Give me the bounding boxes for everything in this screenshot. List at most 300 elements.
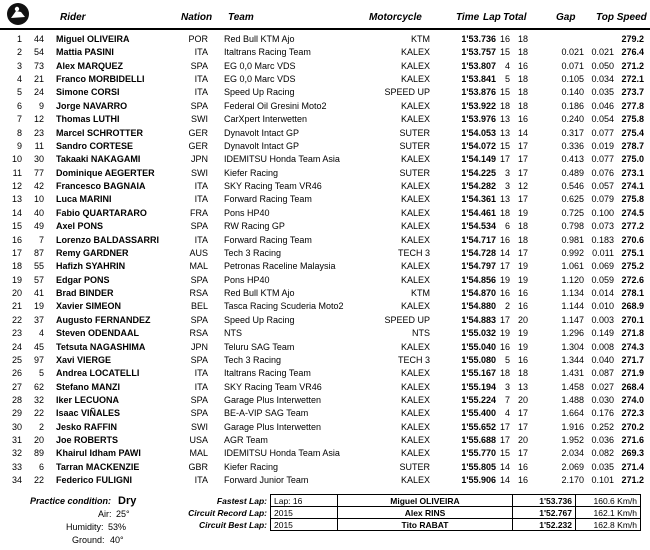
total-laps: 18 bbox=[517, 47, 528, 58]
rider-name: Takaaki NAKAGAMI bbox=[56, 154, 141, 165]
total-laps: 19 bbox=[517, 261, 528, 272]
col-top-speed: Top Speed bbox=[596, 12, 647, 23]
motorcycle: KALEX bbox=[400, 274, 430, 285]
record-time: 1'52.232 bbox=[513, 519, 576, 531]
record-rider: Tito RABAT bbox=[338, 519, 513, 531]
gap-first: 0.071 bbox=[561, 60, 584, 71]
col-rider: Rider bbox=[60, 12, 86, 23]
motorcycle: KALEX bbox=[400, 74, 430, 85]
lap-time: 1'54.883 bbox=[461, 314, 496, 325]
rider-name: Tarran MACKENZIE bbox=[56, 461, 140, 472]
rider-name: Brad BINDER bbox=[56, 288, 114, 299]
lap-time: 1'54.461 bbox=[461, 207, 496, 218]
position: 6 bbox=[16, 100, 22, 111]
gap-first: 0.336 bbox=[561, 140, 584, 151]
team: Dynavolt Intact GP bbox=[224, 127, 300, 138]
table-row bbox=[0, 435, 650, 445]
rider-name: Alex MARQUEZ bbox=[56, 60, 124, 71]
lap-time: 1'55.805 bbox=[461, 461, 496, 472]
table-row bbox=[0, 448, 650, 458]
team: RW Racing GP bbox=[224, 221, 285, 232]
table-row bbox=[0, 87, 650, 97]
top-speed: 271.6 bbox=[621, 435, 644, 446]
rider-number: 87 bbox=[33, 247, 44, 258]
lap-time: 1'54.880 bbox=[461, 301, 496, 312]
gap-previous: 0.036 bbox=[591, 435, 614, 446]
rider-name: Joe ROBERTS bbox=[56, 435, 119, 446]
gap-first: 0.625 bbox=[561, 194, 584, 205]
practice-condition-value: Dry bbox=[118, 495, 137, 507]
lap-time: 1'53.736 bbox=[461, 34, 496, 44]
position: 4 bbox=[16, 74, 22, 85]
team: Teluru SAG Team bbox=[224, 341, 295, 352]
lap-time: 1'55.224 bbox=[461, 394, 496, 405]
best-lap: 17 bbox=[499, 154, 510, 165]
gap-previous: 0.087 bbox=[591, 368, 614, 379]
table-row bbox=[0, 208, 650, 218]
total-laps: 17 bbox=[517, 408, 528, 419]
top-speed: 277.2 bbox=[621, 221, 644, 232]
lap-time: 1'54.072 bbox=[461, 140, 496, 151]
record-row bbox=[172, 507, 641, 519]
top-speed: 272.3 bbox=[621, 408, 644, 419]
top-speed: 272.1 bbox=[621, 74, 644, 85]
gap-first: 1.061 bbox=[561, 261, 584, 272]
col-team: Team bbox=[228, 12, 254, 23]
position: 22 bbox=[11, 314, 22, 325]
gap-previous: 0.035 bbox=[591, 87, 614, 98]
nation: AUS bbox=[189, 247, 208, 258]
best-lap: 3 bbox=[504, 381, 510, 392]
rider-name: Khairul Idham PAWI bbox=[56, 448, 141, 459]
gap-first: 1.147 bbox=[561, 314, 584, 325]
total-laps: 16 bbox=[517, 60, 528, 71]
record-info: Lap: 16 bbox=[271, 495, 338, 507]
best-lap: 13 bbox=[499, 127, 510, 138]
motorcycle: KALEX bbox=[400, 301, 430, 312]
position: 29 bbox=[11, 408, 22, 419]
lap-time: 1'53.922 bbox=[461, 100, 496, 111]
nation: SPA bbox=[190, 60, 208, 71]
gap-first: 2.170 bbox=[561, 475, 584, 486]
motorcycle-rider-icon bbox=[6, 2, 30, 26]
top-speed: 269.3 bbox=[621, 448, 644, 459]
position: 1 bbox=[16, 34, 22, 44]
motorcycle: SUTER bbox=[399, 140, 430, 151]
rider-number: 4 bbox=[38, 328, 44, 339]
total-laps: 19 bbox=[517, 341, 528, 352]
nation: ITA bbox=[194, 475, 208, 486]
total-laps: 19 bbox=[517, 274, 528, 285]
table-row bbox=[0, 301, 650, 311]
top-speed: 271.2 bbox=[621, 60, 644, 71]
gap-first: 0.186 bbox=[561, 100, 584, 111]
motorcycle: KALEX bbox=[400, 100, 430, 111]
table-row bbox=[0, 261, 650, 271]
motorcycle: KALEX bbox=[400, 341, 430, 352]
gap-first: 0.105 bbox=[561, 74, 584, 85]
motorcycle: KTM bbox=[411, 34, 430, 44]
motorcycle: KALEX bbox=[400, 394, 430, 405]
team: Tech 3 Racing bbox=[224, 247, 282, 258]
top-speed: 273.7 bbox=[621, 87, 644, 98]
best-lap: 15 bbox=[499, 448, 510, 459]
gap-previous: 0.077 bbox=[591, 154, 614, 165]
table-row bbox=[0, 181, 650, 191]
total-laps: 18 bbox=[517, 221, 528, 232]
position: 2 bbox=[16, 47, 22, 58]
total-laps: 17 bbox=[517, 247, 528, 258]
best-lap: 19 bbox=[499, 274, 510, 285]
total-laps: 16 bbox=[517, 288, 528, 299]
lap-time: 1'54.856 bbox=[461, 274, 496, 285]
nation: RSA bbox=[189, 328, 208, 339]
gap-previous: 0.183 bbox=[591, 234, 614, 245]
table-row bbox=[0, 315, 650, 325]
total-laps: 12 bbox=[517, 181, 528, 192]
record-time: 1'53.736 bbox=[513, 495, 576, 507]
gap-previous: 0.027 bbox=[591, 381, 614, 392]
gap-previous: 0.019 bbox=[591, 140, 614, 151]
rider-name: Andrea LOCATELLI bbox=[56, 368, 140, 379]
rider-name: Simone CORSI bbox=[56, 87, 120, 98]
rider-number: 73 bbox=[33, 60, 44, 71]
rider-number: 23 bbox=[33, 127, 44, 138]
col-lap: Lap bbox=[483, 12, 501, 23]
team: IDEMITSU Honda Team Asia bbox=[224, 448, 340, 459]
rider-name: Lorenzo BALDASSARRI bbox=[56, 234, 159, 245]
lap-time: 1'55.400 bbox=[461, 408, 496, 419]
motorcycle: KALEX bbox=[400, 194, 430, 205]
position: 23 bbox=[11, 328, 22, 339]
gap-first: 1.458 bbox=[561, 381, 584, 392]
total-laps: 18 bbox=[517, 234, 528, 245]
rider-number: 30 bbox=[33, 154, 44, 165]
gap-previous: 0.034 bbox=[591, 74, 614, 85]
record-rider: Alex RINS bbox=[338, 507, 513, 519]
gap-first: 0.981 bbox=[561, 234, 584, 245]
record-label: Circuit Best Lap: bbox=[198, 519, 267, 530]
gap-first: 1.952 bbox=[561, 435, 584, 446]
best-lap: 14 bbox=[499, 461, 510, 472]
rider-name: Iker LECUONA bbox=[56, 394, 120, 405]
gap-previous: 0.073 bbox=[591, 221, 614, 232]
motorcycle: SPEED UP bbox=[384, 314, 430, 325]
gap-previous: 0.014 bbox=[591, 288, 614, 299]
motorcycle: KALEX bbox=[400, 421, 430, 432]
rider-number: 11 bbox=[34, 140, 44, 151]
position: 18 bbox=[11, 261, 22, 272]
rider-number: 41 bbox=[33, 288, 44, 299]
motorcycle: KALEX bbox=[400, 154, 430, 165]
top-speed: 271.4 bbox=[621, 461, 644, 472]
position: 20 bbox=[11, 288, 22, 299]
gap-previous: 0.008 bbox=[591, 341, 614, 352]
team: EG 0,0 Marc VDS bbox=[224, 74, 296, 85]
top-speed: 276.4 bbox=[621, 47, 644, 58]
nation: SWI bbox=[191, 114, 208, 125]
gap-first: 0.240 bbox=[561, 114, 584, 125]
gap-previous: 0.054 bbox=[591, 114, 614, 125]
rider-number: 2 bbox=[38, 421, 44, 432]
record-label: Fastest Lap: bbox=[216, 495, 267, 506]
motorcycle: KALEX bbox=[400, 475, 430, 486]
humidity-label: Humidity: bbox=[66, 522, 104, 532]
gap-previous: 0.046 bbox=[591, 100, 614, 111]
rider-name: Mattia PASINI bbox=[56, 47, 114, 58]
total-laps: 17 bbox=[517, 421, 528, 432]
team: Petronas Raceline Malaysia bbox=[224, 261, 336, 272]
rider-name: Xavi VIERGE bbox=[56, 354, 112, 365]
position: 21 bbox=[11, 301, 22, 312]
top-speed: 275.0 bbox=[621, 154, 644, 165]
total-laps: 17 bbox=[517, 167, 528, 178]
team: SKY Racing Team VR46 bbox=[224, 181, 322, 192]
total-laps: 17 bbox=[517, 154, 528, 165]
top-speed: 278.7 bbox=[621, 140, 644, 151]
rider-number: 12 bbox=[33, 114, 44, 125]
table-row bbox=[0, 34, 650, 44]
gap-previous: 0.252 bbox=[591, 421, 614, 432]
rider-number: 54 bbox=[33, 47, 44, 58]
top-speed: 270.6 bbox=[621, 234, 644, 245]
position: 26 bbox=[11, 368, 22, 379]
motorcycle: KALEX bbox=[400, 181, 430, 192]
rider-number: 10 bbox=[33, 194, 44, 205]
gap-first: 0.546 bbox=[561, 181, 584, 192]
total-laps: 16 bbox=[517, 301, 528, 312]
team: SKY Racing Team VR46 bbox=[224, 381, 322, 392]
best-lap: 18 bbox=[499, 100, 510, 111]
lap-time: 1'54.797 bbox=[461, 261, 496, 272]
table-row bbox=[0, 74, 650, 84]
gap-previous: 0.010 bbox=[591, 301, 614, 312]
position: 32 bbox=[11, 448, 22, 459]
table-row bbox=[0, 47, 650, 57]
rider-number: 37 bbox=[33, 314, 44, 325]
humidity-value: 53% bbox=[108, 522, 127, 532]
best-lap: 16 bbox=[499, 34, 510, 44]
table-row bbox=[0, 221, 650, 231]
col-total: Total bbox=[503, 12, 527, 23]
lap-time: 1'55.032 bbox=[461, 328, 496, 339]
nation: GER bbox=[188, 140, 208, 151]
rider-name: Xavier SIMEON bbox=[56, 301, 122, 312]
gap-first: 1.134 bbox=[561, 288, 584, 299]
rider-name: Augusto FERNANDEZ bbox=[56, 314, 151, 325]
table-row bbox=[0, 114, 650, 124]
gap-first: 1.120 bbox=[561, 274, 584, 285]
best-lap: 13 bbox=[499, 194, 510, 205]
motorcycle: KALEX bbox=[400, 234, 430, 245]
nation: ITA bbox=[194, 74, 208, 85]
team: Speed Up Racing bbox=[224, 87, 295, 98]
air-label: Air: bbox=[98, 509, 112, 519]
best-lap: 15 bbox=[499, 47, 510, 58]
gap-previous: 0.077 bbox=[591, 127, 614, 138]
rider-name: Francesco BAGNAIA bbox=[56, 181, 146, 192]
rider-name: Miguel OLIVEIRA bbox=[56, 34, 130, 44]
rider-number: 20 bbox=[33, 435, 44, 446]
table-row bbox=[0, 275, 650, 285]
top-speed: 273.1 bbox=[621, 167, 644, 178]
nation: ITA bbox=[194, 47, 208, 58]
rider-name: Thomas LUTHI bbox=[56, 114, 120, 125]
rider-name: Marcel SCHROTTER bbox=[56, 127, 144, 138]
top-speed: 271.2 bbox=[621, 475, 644, 486]
rider-number: 22 bbox=[33, 408, 44, 419]
table-row bbox=[0, 128, 650, 138]
top-speed: 279.2 bbox=[621, 34, 644, 44]
motorcycle: KALEX bbox=[400, 47, 430, 58]
nation: ITA bbox=[194, 181, 208, 192]
table-row bbox=[0, 154, 650, 164]
gap-previous: 0.149 bbox=[591, 328, 614, 339]
record-info: 2015 bbox=[271, 519, 338, 531]
total-laps: 17 bbox=[517, 194, 528, 205]
top-speed: 272.6 bbox=[621, 274, 644, 285]
lap-time: 1'54.053 bbox=[461, 127, 496, 138]
record-row bbox=[172, 519, 641, 531]
gap-first: 1.296 bbox=[561, 328, 584, 339]
best-lap: 3 bbox=[504, 167, 510, 178]
table-row bbox=[0, 248, 650, 258]
rider-name: Hafizh SYAHRIN bbox=[56, 261, 126, 272]
rider-name: Dominique AEGERTER bbox=[56, 167, 155, 178]
position: 12 bbox=[11, 181, 22, 192]
team: Italtrans Racing Team bbox=[224, 368, 311, 379]
nation: SPA bbox=[190, 314, 208, 325]
position: 15 bbox=[11, 221, 22, 232]
position: 8 bbox=[16, 127, 22, 138]
rider-name: Tetsuta NAGASHIMA bbox=[56, 341, 146, 352]
table-row bbox=[0, 194, 650, 204]
nation: SWI bbox=[191, 421, 208, 432]
nation: ITA bbox=[194, 234, 208, 245]
col-nation: Nation bbox=[181, 12, 213, 23]
total-laps: 20 bbox=[517, 435, 528, 446]
record-label: Circuit Record Lap: bbox=[188, 507, 267, 518]
record-speed: 162.8 Km/h bbox=[576, 519, 641, 531]
lap-time: 1'53.876 bbox=[461, 87, 496, 98]
best-lap: 3 bbox=[504, 181, 510, 192]
nation: MAL bbox=[189, 261, 208, 272]
team: Pons HP40 bbox=[224, 207, 270, 218]
nation: FRA bbox=[190, 207, 208, 218]
gap-first: 0.413 bbox=[561, 154, 584, 165]
rider-name: Isaac VIÑALES bbox=[56, 408, 121, 419]
best-lap: 17 bbox=[499, 435, 510, 446]
lap-records-table bbox=[172, 494, 641, 531]
practice-condition-label: Practice condition: bbox=[30, 496, 112, 506]
total-laps: 19 bbox=[517, 207, 528, 218]
gap-first: 2.034 bbox=[561, 448, 584, 459]
rider-number: 7 bbox=[38, 234, 44, 245]
total-laps: 17 bbox=[517, 448, 528, 459]
nation: BEL bbox=[190, 301, 208, 312]
best-lap: 5 bbox=[504, 74, 510, 85]
best-lap: 13 bbox=[499, 114, 510, 125]
motorcycle: KALEX bbox=[400, 207, 430, 218]
team: Federal Oil Gresini Moto2 bbox=[224, 100, 327, 111]
best-lap: 16 bbox=[499, 234, 510, 245]
nation: SPA bbox=[190, 408, 208, 419]
top-speed: 268.9 bbox=[621, 301, 644, 312]
lap-time: 1'55.770 bbox=[461, 448, 496, 459]
best-lap: 16 bbox=[499, 288, 510, 299]
motorcycle: NTS bbox=[412, 328, 430, 339]
rider-name: Remy GARDNER bbox=[56, 247, 129, 258]
table-row bbox=[0, 355, 650, 365]
position: 19 bbox=[11, 274, 22, 285]
total-laps: 20 bbox=[517, 314, 528, 325]
table-row bbox=[0, 235, 650, 245]
position: 30 bbox=[11, 421, 22, 432]
table-row bbox=[0, 141, 650, 151]
rider-number: 9 bbox=[38, 100, 44, 111]
best-lap: 14 bbox=[499, 247, 510, 258]
top-speed: 271.8 bbox=[621, 328, 644, 339]
nation: SPA bbox=[190, 100, 208, 111]
gap-previous: 0.040 bbox=[591, 354, 614, 365]
position: 9 bbox=[16, 140, 22, 151]
position: 28 bbox=[11, 394, 22, 405]
gap-previous: 0.101 bbox=[591, 475, 614, 486]
nation: JPN bbox=[190, 154, 208, 165]
total-laps: 19 bbox=[517, 328, 528, 339]
nation: JPN bbox=[190, 341, 208, 352]
top-speed: 270.2 bbox=[621, 421, 644, 432]
best-lap: 17 bbox=[499, 261, 510, 272]
gap-previous: 0.059 bbox=[591, 274, 614, 285]
rider-number: 5 bbox=[38, 368, 44, 379]
motorcycle: KALEX bbox=[400, 114, 430, 125]
record-speed: 162.1 Km/h bbox=[576, 507, 641, 519]
table-row bbox=[0, 288, 650, 298]
nation: ITA bbox=[194, 368, 208, 379]
lap-time: 1'53.976 bbox=[461, 114, 496, 125]
gap-previous: 0.050 bbox=[591, 60, 614, 71]
top-speed: 270.1 bbox=[621, 314, 644, 325]
nation: ITA bbox=[194, 381, 208, 392]
rider-number: 45 bbox=[33, 341, 44, 352]
header-divider bbox=[0, 28, 650, 30]
lap-time: 1'54.282 bbox=[461, 181, 496, 192]
nation: SPA bbox=[190, 221, 208, 232]
nation: RSA bbox=[189, 288, 208, 299]
motorcycle: SUTER bbox=[399, 127, 430, 138]
motorcycle: SUTER bbox=[399, 461, 430, 472]
position: 16 bbox=[11, 234, 22, 245]
col-gap: Gap bbox=[556, 12, 576, 23]
gap-first: 0.021 bbox=[561, 47, 584, 58]
lap-time: 1'54.534 bbox=[461, 221, 496, 232]
rider-number: 22 bbox=[33, 475, 44, 486]
top-speed: 268.4 bbox=[621, 381, 644, 392]
gap-previous: 0.100 bbox=[591, 207, 614, 218]
top-speed: 274.3 bbox=[621, 341, 644, 352]
nation: SPA bbox=[190, 274, 208, 285]
motorcycle: KALEX bbox=[400, 368, 430, 379]
position: 33 bbox=[11, 461, 22, 472]
total-laps: 16 bbox=[517, 114, 528, 125]
rider-number: 6 bbox=[38, 461, 44, 472]
team: Forward Junior Team bbox=[224, 475, 309, 486]
gap-previous: 0.011 bbox=[592, 247, 614, 258]
best-lap: 19 bbox=[499, 328, 510, 339]
rider-number: 62 bbox=[33, 381, 44, 392]
total-laps: 16 bbox=[517, 461, 528, 472]
